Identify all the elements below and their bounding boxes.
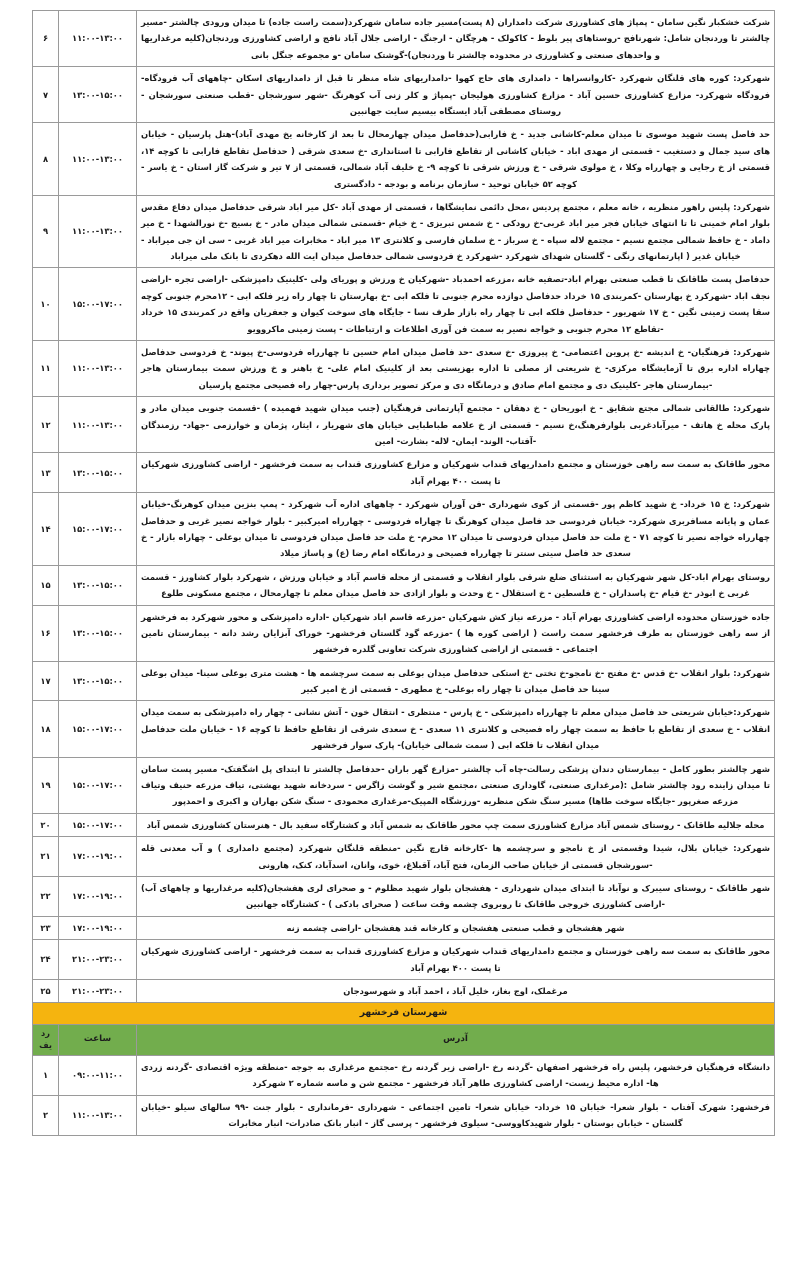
cell-row-no: ۹ [33, 195, 59, 268]
cell-row-no: ۱۵ [33, 565, 59, 605]
cell-time: ۱۳:۰۰-۱۵:۰۰ [59, 565, 137, 605]
cell-time: ۱۵:۰۰-۱۷:۰۰ [59, 701, 137, 757]
cell-time: ۱۱:۰۰-۱۳:۰۰ [59, 11, 137, 67]
table-row [33, 493, 775, 566]
cell-row-no: ۱۰ [33, 268, 59, 341]
cell-time: ۱۷:۰۰-۱۹:۰۰ [59, 837, 137, 877]
table-row [33, 813, 775, 836]
cell-row-no: ۱۷ [33, 661, 59, 701]
header-row-no-line2: یف [39, 1040, 52, 1051]
cell-time: ۱۳:۰۰-۱۵:۰۰ [59, 661, 137, 701]
cell-address: شهرکرد: خیابان بلال، شیدا وقسمتی از خ نامجو و سرچشمه ها -کارخانه قارچ نگین -منطقه قلنگان شهرکرد (مجتمع دامداری ) و آب معدنی قله -سورشجان قسمتی از خیابان صاحب الزمان، فتح آباد، آقبلاغ، خوی، وانان، اسدآباد، کنک، هارونی [137, 837, 775, 877]
cell-row-no: ۲۵ [33, 979, 59, 1002]
cell-time: ۱۵:۰۰-۱۷:۰۰ [59, 757, 137, 813]
cell-address: محور طاقانک به سمت سه راهی خوزستان و مجتمع دامداریهای قنداب شهرکیان و مزارع کشاورزی قنداب به سمت فرخشهر - اراضی کشاورزی شهرکیان تا پست ۴۰۰ بهرام آباد [137, 453, 775, 493]
table-row [33, 565, 775, 605]
cell-address: محور طاقانک به سمت سه راهی خوزستان و مجتمع دامداریهای قنداب شهرکیان و مزارع کشاورزی قنداب به سمت فرخشهر - اراضی کشاورزی شهرکیان تا پست ۴۰۰ بهرام آباد [137, 940, 775, 980]
column-header-row [33, 1025, 775, 1056]
cell-row-no: ۸ [33, 123, 59, 196]
header-row-no-line1: رد [41, 1028, 50, 1039]
cell-row-no: ۱۳ [33, 453, 59, 493]
cell-address: شهرکرد: کوره های قلنگان شهرکرد -کاروانسراها - دامداری های حاج کهوا -دامداریهای شاه منظر تا قبل از دامداریهای اسکان -چاههای آب فرودگاه-فرودگاه شهرکرد- مزارع کشاورزی حسین آباد - مزارع کشاورزی هولیجان -پمپاژ و کلر زنی آب کوهرنگ -شهر سورشجان -قطب صنعتی سورشجان - روستای مصطفی آباد ایستگاه بیسیم سایت جهانبین [137, 67, 775, 123]
table-row [33, 876, 775, 916]
cell-address: شهرکرد: فرهنگیان- خ اندیشه -خ پروین اعتصامی- خ پیروزی -خ سعدی -حد فاصل میدان امام حسین تا چهارراه فردوسی-خ پیوند- خ فردوسی حدفاصل چهاراه اداره برق تا آزمایشگاه مرکزی- خ شریعتی از مصلی تا اداره بهزیستی بعد از کلینیک امام علی- خ باهنر و خ ورزش سمت بیمارستان هاجر -بیمارستان هاجر -کلینیک دی و مجتمع امام صادق و درمانگاه دی و مرکز تصویر برداری پارس-چهار راه فصیحی مجتمع پارسیان [137, 341, 775, 397]
table-row [33, 661, 775, 701]
cell-address: مرغملک، اوج بغاز، خلیل آباد ، احمد آباد و شهرسودجان [137, 979, 775, 1002]
table-row [33, 1095, 775, 1135]
cell-time: ۱۷:۰۰-۱۹:۰۰ [59, 876, 137, 916]
cell-row-no: ۱۴ [33, 493, 59, 566]
cell-time: ۱۱:۰۰-۱۳:۰۰ [59, 341, 137, 397]
cell-address: جاده خوزستان محدوده اراضی کشاورزی بهرام آباد - مزرعه نیاز کش شهرکیان -مزرعه قاسم اباد شهرکیان -اداره دامپزشکی و محور شهرکرد به فرخشهر از سه راهی خوزستان به طرف فرخشهر سمت راست ( اراضی کوره ها ) -مزرعه گود گلستان فرخشهر- خوراک آبزایان رشد دانه - بیمارستان تامین اجتماعی - قسمتی از اراضی کشاورزی شرکت تعاونی گلدره فرخشهر [137, 605, 775, 661]
table-row [33, 1055, 775, 1095]
table-row [33, 453, 775, 493]
cell-time: ۱۱:۰۰-۱۳:۰۰ [59, 1095, 137, 1135]
cell-row-no: ۷ [33, 67, 59, 123]
table-row [33, 397, 775, 453]
cell-time: ۱۳:۰۰-۱۵:۰۰ [59, 605, 137, 661]
cell-time: ۱۵:۰۰-۱۷:۰۰ [59, 268, 137, 341]
cell-address: فرخشهر: شهرک آفتاب - بلوار شعرا- خیابان ۱۵ خرداد- خیابان شعرا- تامین اجتماعی - شهرداری -فرمانداری - بلوار جنت -۹۹ سالهای سیلو -خیابان گلستان - خیابان بوستان - بلوار شهیدکاووسی- سیلوی فرخشهر - پرسی گاز - انبار بانک صادرات- انبار مخابرات [137, 1095, 775, 1135]
cell-address: حد فاصل پست شهید موسوی تا میدان معلم-کاشانی جدید - خ فارابی(حدفاصل میدان چهارمحال تا بعد از کارخانه یخ مهدی آباد)-هتل پارسیان - خیابان های سید جمال و دستغیب - قسمتی از مهدی اباد - خیابان کاشانی از تقاطع فارابی تا استانداری -خ سعدی شرقی ( حدفاصل تقاطع فارابی تا کوچه ۱۴، قسمتی از خ رجایی و چهارراه وکلا ، خ مولوی شرقی - خ ورزش شرقی تا کوچه ۹- خ خلیف آباد شمالی، قسمتی از ۷ تیر و شرکت گاز استان - خ یاسر - کوچه ۵۲ خیابان توحید - سازمان برنامه و بودجه - دادگستری [137, 123, 775, 196]
table-row [33, 701, 775, 757]
cell-address: شهرکرد: خ ۱۵ خرداد- خ شهید کاظم پور -قسمتی از کوی شهرداری -فن آوران شهرکرد - چاههای اداره آب شهرکرد - پمپ بنزین میدان کوهرنگ-خیابان عمان و پایانه مسافربری شهرکرد- خیابان فردوسی حد فاصل میدان کوهرنگ تا چهاراه فردوسی - چهارراه امیرکبیر - بلوار خواجه نصیر غربی و حدفاصل چهارراه خواجه نصیر تا کوچه ۷۱ - خ ملت حد فاصل میدان فردوسی تا میدان ۱۲ محرم- خ ملت حد فاصل میدان فردوسی تا میدان بوعلی - چهاراه بازار - خ سعدی حد فاصل سیتی سنتر تا چهارراه فصیحی و درمانگاه امام رضا (ع) و پاساژ میلاد [137, 493, 775, 566]
table-row [33, 67, 775, 123]
table-row [33, 940, 775, 980]
cell-row-no: ۲۰ [33, 813, 59, 836]
cell-time: ۲۱:۰۰-۲۳:۰۰ [59, 979, 137, 1002]
cell-row-no: ۲۴ [33, 940, 59, 980]
table-row [33, 605, 775, 661]
cell-address: شهر طاقانک - روستای سیبرک و نوآباد تا ابتدای میدان شهرداری - هفشجان بلوار شهید مظلوم - و صحرای لری هفشجان(کلیه مرغداریها و چاههای آب) -اراضی کشاورزی خروجی طاقانک تا روبروی چشمه وقت ساعت ( صحرای بادکی ) - کشتارگاه جهانبین [137, 876, 775, 916]
cell-address: شهر هفشجان و قطب صنعتی هفشجان و کارخانه قند هفشجان -اراضی چشمه زنه [137, 916, 775, 939]
cell-time: ۱۵:۰۰-۱۷:۰۰ [59, 813, 137, 836]
cell-address: روستای بهرام اباد-کل شهر شهرکیان به استثنای ضلع شرقی بلوار انقلاب و قسمتی از محله قاسم آباد و خیابان ورزش ، شهرکرد بلوار کشاورز - قسمت غربی خ ابوذر -خ قیام -خ پاسداران - خ فلسطین - خ استقلال - خ وحدت و بلوار ازادی حد فاصل میدان معلم تا چهارمحال ، مجتمع مسکونی طلوع [137, 565, 775, 605]
cell-time: ۱۷:۰۰-۱۹:۰۰ [59, 916, 137, 939]
cell-address: شهرکرد: طالقانی شمالی مجتع شقایق - خ ابوریحان - خ دهقان - مجتمع آپارتمانی فرهنگیان (جنب میدان شهید فهمیده ) -قسمت جنوبی میدان مادر و پارک محله خ هاتف - میرآبادغربی بلوارفرهنگ،خ نسیم - قسمتی از خ علامه طباطبایی خیابان های شهریار ، ایثار، پژمان و خوارزمی -جهاد- رزمندگان -آفتاب- الوند- ایمان- لاله- بشارت- امین [137, 397, 775, 453]
cell-time: ۱۱:۰۰-۱۳:۰۰ [59, 195, 137, 268]
table-row [33, 195, 775, 268]
cell-row-no: ۶ [33, 11, 59, 67]
cell-row-no: ۲۱ [33, 837, 59, 877]
cell-row-no: ۱ [33, 1055, 59, 1095]
header-time: ساعت [59, 1025, 137, 1056]
cell-row-no: ۱۶ [33, 605, 59, 661]
cell-address: شهرکرد: پلیس راهور منظریه ، خانه معلم ، مجتمع پردیس ،محل دائمی نمایشگاها ، قسمتی از مهدی آباد -کل میر اباد شرقی حدفاصل میدان دفاع مقدس بلوار امام خمینی تا تا انتهای خیابان فجر میر اباد غربی-خ رودکی - خ شمس تبریزی - خ خیام -قسمتی شمالی میدان مادر - خ بسیج -خ نورالشهدا - خ میر داماد - خ حافظ شمالی مجتمع نسیم - مجتمع لاله سپاه - خ سرباز - خ سلمان فارسی و کلانتری ۱۳ میر اباد - مخابرات میر اباد غربی - سی ان جی میراباد - خیابان غدیر ( اپارتمانهای رنگی - گلستان شهدای شهرکرد -شهرکرد خ فردوسی شمالی حدفاصل میدان ایت الله دهکردی تا بانک ملی میراباد [137, 195, 775, 268]
table-body [33, 11, 775, 1136]
cell-time: ۲۱:۰۰-۲۳:۰۰ [59, 940, 137, 980]
cell-time: ۰۹:۰۰-۱۱:۰۰ [59, 1055, 137, 1095]
cell-address: دانشگاه فرهنگیان فرخشهر، پلیس راه فرخشهر اصفهان -گردنه رخ -اراضی زیر گردنه رخ -مجتمع مرغداری به جوجه -منطقه ویژه اقتصادی -گردنه زردی ها- اداره محیط زیست- اراضی کشاورزی طاهر آباد فرخشهر - مجتمع شن و ماسه شماره ۲ شهرکرد [137, 1055, 775, 1095]
table-row [33, 837, 775, 877]
cell-row-no: ۲ [33, 1095, 59, 1135]
cell-row-no: ۱۸ [33, 701, 59, 757]
cell-address: شرکت خشکبار نگین سامان - پمپاژ های کشاورزی شرکت دامداران (۸ پست)مسیر جاده سامان شهرکرد(سمت راست جاده) تا میدان ورودی چالشتر -مسیر چالشتر تا وردنجان شامل: شهرنافج -روستاهای پیر بلوط - کاکولک - هرچگان - ارجنگ - اراضی جلال آباد نافج و اراضی کشاورزی وردنجان(کلیه مرغداریها و واحدهای صنعتی و کشاورزی در محدوده چالشتر تا وردنجان)-گوشتک سامان -و مجموعه جنگل بانی [137, 11, 775, 67]
cell-time: ۱۳:۰۰-۱۵:۰۰ [59, 453, 137, 493]
table-row [33, 123, 775, 196]
cell-address: شهرکرد: بلوار انقلاب -خ قدس -خ مفتح -خ نامجو-خ تختی -خ استکی حدفاصل میدان بوعلی به سمت سرچشمه ها - هشت متری بوعلی سینا- میدان بوعلی سینا حد فاصل میدان تا چهار راه بوعلی- خ مطهری - قسمتی از خ امیر کبیر [137, 661, 775, 701]
cell-time: ۱۳:۰۰-۱۵:۰۰ [59, 67, 137, 123]
cell-row-no: ۱۹ [33, 757, 59, 813]
cell-row-no: ۲۲ [33, 876, 59, 916]
county-band-row [33, 1003, 775, 1025]
cell-address: حدفاصل پست طاقانک تا قطب صنعتی بهرام اباد-تصفیه خانه ،مزرعه احمدباد -شهرکیان خ ورزش و پوریای ولی -کلینیک دامپزشکی -اراضی تجره -اراضی نجف اباد -شهرکرد خ بهارستان -کمربندی ۱۵ خرداد حدفاصل دوازده محرم جنوبی تا فلکه ابی -خ بهارستان تا چهار راه زیر فلکه ابی - ۱۲محرم جنوبی کوچه سقا پست زمینی نگین - خ ۱۷ شهریور - حدفاصل فلکه ابی تا چهار راه بازار طرف نسا - جایگاه های سوخت کیوان و جعفریان واقع در کمربندی ۱۵ خرداد -تقاطع ۱۲ محرم جنوبی و خواجه نصیر به سمت فن آوری اطلاعات و ارتباطات - پست زمینی ماکروویو [137, 268, 775, 341]
header-address: آدرس [137, 1025, 775, 1056]
table-row [33, 979, 775, 1002]
cell-address: محله جلالیه طاقانک - روستای شمس آباد مزارع کشاورزی سمت چپ محور طاقانک به شمس آباد و کشتارگاه سفید بال - هنرستان کشاورزی شمس آباد [137, 813, 775, 836]
table-row [33, 11, 775, 67]
outage-schedule-table [32, 10, 775, 1136]
cell-row-no: ۱۱ [33, 341, 59, 397]
cell-time: ۱۱:۰۰-۱۳:۰۰ [59, 123, 137, 196]
table-row [33, 341, 775, 397]
cell-row-no: ۱۲ [33, 397, 59, 453]
table-row [33, 757, 775, 813]
cell-time: ۱۵:۰۰-۱۷:۰۰ [59, 493, 137, 566]
cell-address: شهر چالشتر بطور کامل - بیمارستان دندان پزشکی رسالت-چاه آب چالشتر -مزارع گهر باران -حدفاصل چالشتر تا ابتدای پل اشگفتک- مسیر پست سامان تا میدان زاینده رود چالشتر شامل :(مرغداری صنعتی، گاوداری صنعتی ،مجتمع شیر و گوشت زاگرس - سردخانه شهید بهشتی، تیاف مزرعه حنیف وتیاف مزرعه صغرپور -جایگاه سوخت طاها) مسیر سنگ شکن منظریه -ورزشگاه المپیک-مرغداری محمودی - سنگ شکن بهاران و اکبری و احمدپور [137, 757, 775, 813]
cell-row-no: ۲۳ [33, 916, 59, 939]
header-row-no [33, 1025, 59, 1056]
cell-time: ۱۱:۰۰-۱۳:۰۰ [59, 397, 137, 453]
county-band-label: شهرستان فرخشهر [33, 1003, 775, 1025]
table-row [33, 268, 775, 341]
cell-address: شهرکرد:خیابان شریعتی حد فاصل میدان معلم تا چهارراه دامپزشکی - خ پارس - منتظری - انتقال خون - آتش نشانی - چهار راه دامپزشکی به سمت میدان انقلاب - خ سعدی از تقاطع با حافظ به سمت چهار راه فصیحی و کلانتری ۱۱ سعدی - خ سعدی شرقی از تقاطع حافظ تا کوچه ۱۶ - خیابان ملت حدفاصل میدان انقلاب تا فلکه ابی ( سمت شمالی خیابان)- پارک سوار فرخشهر [137, 701, 775, 757]
table-row [33, 916, 775, 939]
